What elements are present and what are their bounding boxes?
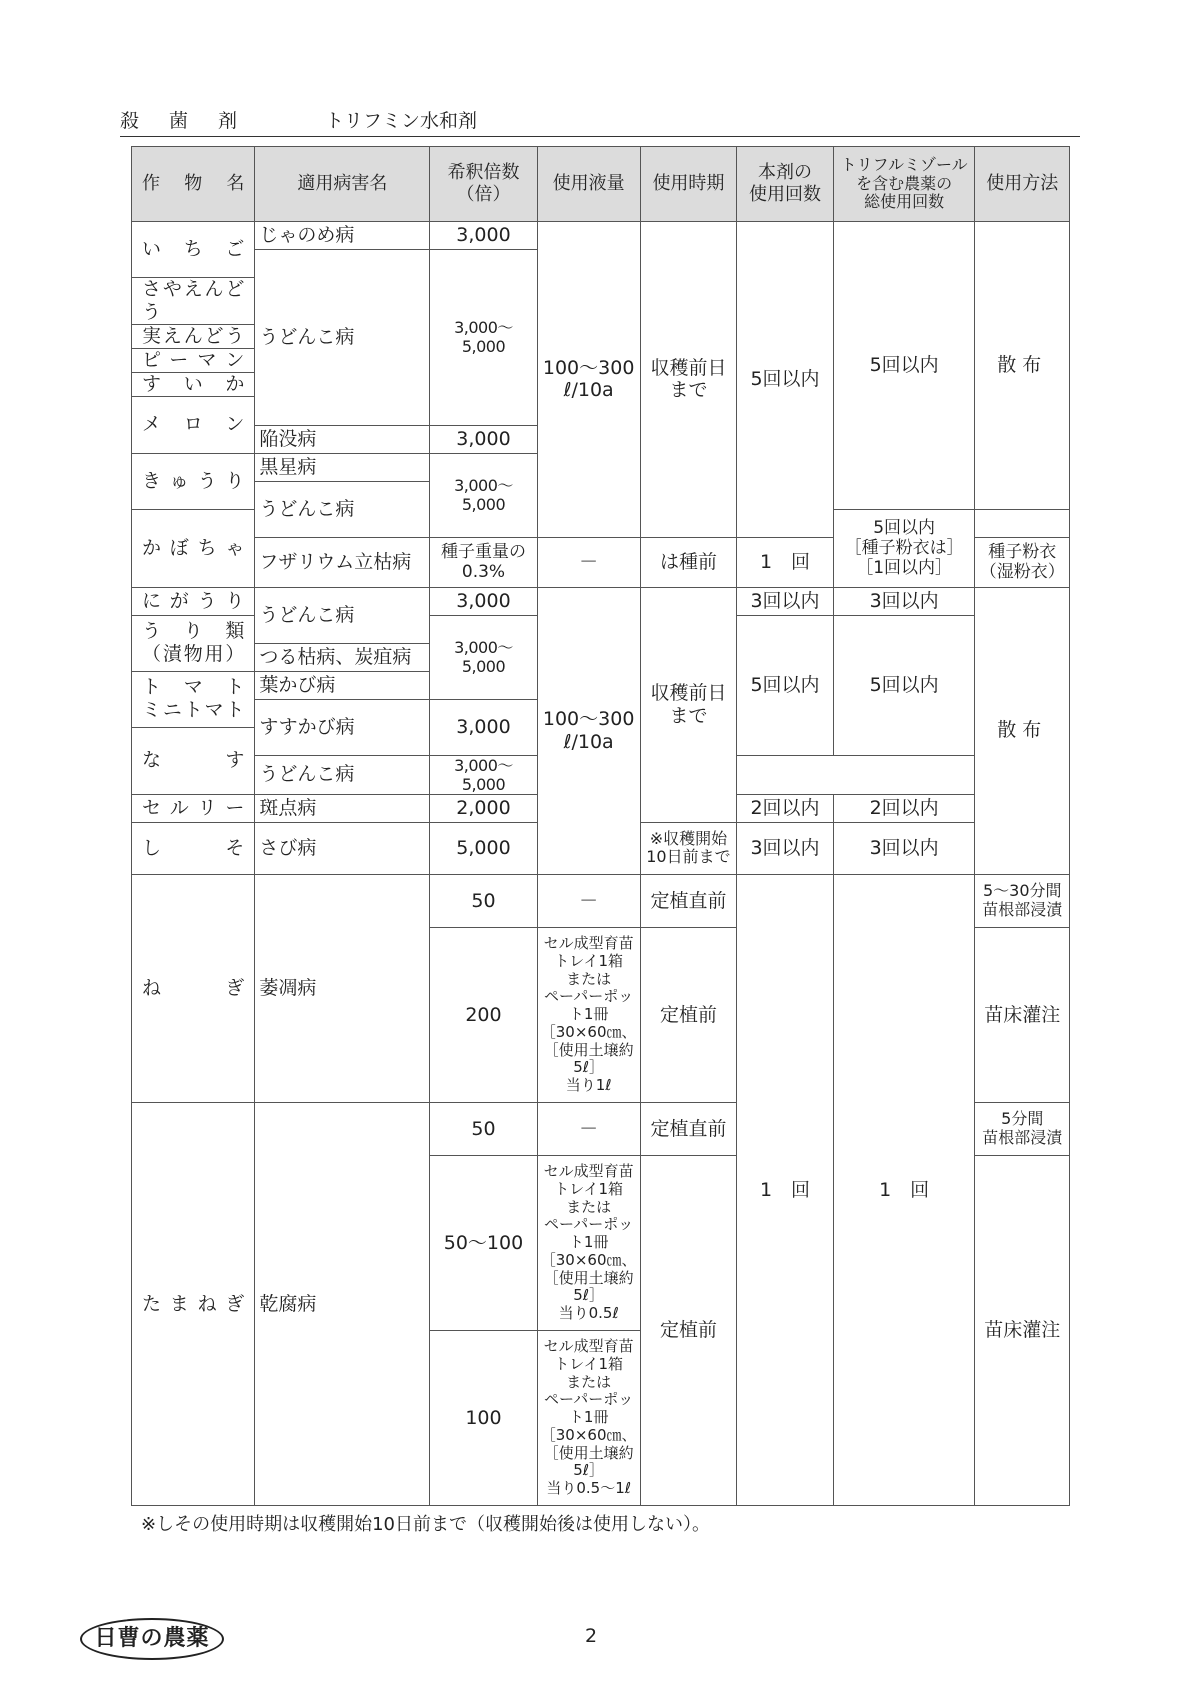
timing-cell: 定植前 bbox=[640, 1155, 737, 1505]
disease-cell: さび病 bbox=[255, 822, 430, 874]
dilution-cell: 3,000～5,000 bbox=[430, 453, 537, 537]
dilution-cell: 100 bbox=[430, 1330, 537, 1505]
timing-cell: 定植直前 bbox=[640, 874, 737, 927]
count-cell: 5回以内 bbox=[737, 222, 834, 538]
dilution-cell: 50 bbox=[430, 1102, 537, 1155]
disease-cell: 乾腐病 bbox=[255, 1102, 430, 1505]
disease-cell: 萎凋病 bbox=[255, 874, 430, 1102]
method-cell: 種子粉衣 （湿粉衣） bbox=[975, 537, 1070, 587]
crop-cell: セルリー bbox=[132, 794, 255, 822]
crop-cell: にがうり bbox=[132, 587, 255, 615]
crop-cell: さやえんどう bbox=[132, 278, 255, 325]
dilution-cell: 200 bbox=[430, 927, 537, 1102]
disease-cell: フザリウム立枯病 bbox=[255, 537, 430, 587]
volume-cell: － bbox=[537, 874, 640, 927]
method-cell: 散布 bbox=[975, 587, 1070, 874]
crop-cell: 実えんどう bbox=[132, 324, 255, 348]
crop-cell: ねぎ bbox=[132, 874, 255, 1102]
disease-cell: うどんこ病 bbox=[255, 755, 430, 794]
disease-cell: じゃのめ病 bbox=[255, 222, 430, 250]
timing-cell: は種前 bbox=[640, 537, 737, 587]
table-header-row bbox=[132, 147, 1070, 222]
count-cell: 3回以内 bbox=[737, 587, 834, 615]
page-number: 2 bbox=[585, 1625, 598, 1647]
disease-cell: うどんこ病 bbox=[255, 481, 430, 537]
timing-cell: ※収穫開始 10日前まで bbox=[640, 822, 737, 874]
volume-cell: － bbox=[537, 1102, 640, 1155]
header-volume: 使用液量 bbox=[537, 147, 640, 222]
disease-cell: 斑点病 bbox=[255, 794, 430, 822]
count-cell: 3回以内 bbox=[737, 822, 834, 874]
total-count-cell: 3回以内 bbox=[833, 587, 975, 615]
volume-cell: セル成型育苗 トレイ1箱 または ペーパーポット1冊 ［30×60㎝、 ［使用土壌約5ℓ］ 当り0.5ℓ bbox=[537, 1155, 640, 1330]
dilution-cell: 3,000～5,000 bbox=[430, 615, 537, 699]
crop-cell: すいか bbox=[132, 372, 255, 396]
total-count-cell: 3回以内 bbox=[833, 822, 975, 874]
dilution-cell: 50～100 bbox=[430, 1155, 537, 1330]
volume-cell: セル成型育苗 トレイ1箱 または ペーパーポット1冊 ［30×60㎝、 ［使用土壌約5ℓ］ 当り0.5～1ℓ bbox=[537, 1330, 640, 1505]
crop-cell: しそ bbox=[132, 822, 255, 874]
crop-cell: いちご bbox=[132, 222, 255, 278]
timing-cell: 定植直前 bbox=[640, 1102, 737, 1155]
volume-cell: － bbox=[537, 537, 640, 587]
volume-cell: 100～300 ℓ/10a bbox=[537, 587, 640, 874]
dilution-cell: 5,000 bbox=[430, 822, 537, 874]
disease-cell: つる枯病、炭疽病 bbox=[255, 643, 430, 671]
crop-cell: ピーマン bbox=[132, 348, 255, 372]
disease-cell: すすかび病 bbox=[255, 699, 430, 755]
disease-cell: うどんこ病 bbox=[255, 250, 430, 426]
crop-cell: うり類 （漬物用） bbox=[132, 615, 255, 671]
dilution-cell: 2,000 bbox=[430, 794, 537, 822]
total-count-cell: 5回以内 ［種子粉衣は］ ［1回以内］ bbox=[833, 509, 975, 587]
header-crop: 作物名 bbox=[132, 147, 255, 222]
table-row bbox=[132, 587, 1070, 615]
table-row bbox=[132, 874, 1070, 927]
timing-cell: 収穫前日 まで bbox=[640, 222, 737, 538]
crop-cell: たまねぎ bbox=[132, 1102, 255, 1505]
total-count-cell: 5回以内 bbox=[833, 615, 975, 755]
count-cell: 1 回 bbox=[737, 874, 834, 1505]
dilution-cell: 50 bbox=[430, 874, 537, 927]
count-cell: 5回以内 bbox=[737, 615, 834, 755]
disease-cell: うどんこ病 bbox=[255, 587, 430, 643]
header-timing: 使用時期 bbox=[640, 147, 737, 222]
header-disease: 適用病害名 bbox=[255, 147, 430, 222]
usage-table bbox=[131, 146, 1070, 1506]
timing-cell: 定植前 bbox=[640, 927, 737, 1102]
header-dilution: 希釈倍数 （倍） bbox=[430, 147, 537, 222]
method-cell bbox=[975, 509, 1070, 537]
total-count-cell: 1 回 bbox=[833, 874, 975, 1505]
dilution-cell: 3,000～5,000 bbox=[430, 755, 537, 794]
count-cell: 2回以内 bbox=[737, 794, 834, 822]
footnote: ※しその使用時期は収穫開始10日前まで（収穫開始後は使用しない）。 bbox=[141, 1514, 710, 1535]
crop-cell: トマト ミニトマト bbox=[132, 671, 255, 727]
dilution-cell: 3,000 bbox=[430, 425, 537, 453]
method-cell: 苗床灌注 bbox=[975, 927, 1070, 1102]
dilution-cell: 3,000 bbox=[430, 699, 537, 755]
page-header bbox=[120, 104, 1080, 137]
crop-cell: なす bbox=[132, 727, 255, 794]
header-count: 本剤の 使用回数 bbox=[737, 147, 834, 222]
product-name: トリフミン水和剤 bbox=[325, 110, 478, 132]
header-method: 使用方法 bbox=[975, 147, 1070, 222]
dilution-cell: 3,000 bbox=[430, 587, 537, 615]
method-cell: 5～30分間 苗根部浸漬 bbox=[975, 874, 1070, 927]
crop-cell: かぼちゃ bbox=[132, 509, 255, 587]
volume-cell: 100～300 ℓ/10a bbox=[537, 222, 640, 538]
method-cell: 5分間 苗根部浸漬 bbox=[975, 1102, 1070, 1155]
category-label: 殺菌剤 bbox=[120, 110, 268, 132]
dilution-cell: 3,000～5,000 bbox=[430, 250, 537, 426]
table-row bbox=[132, 222, 1070, 250]
disease-cell: 陥没病 bbox=[255, 425, 430, 453]
volume-cell: セル成型育苗 トレイ1箱 または ペーパーポット1冊 ［30×60㎝、 ［使用土壌約5ℓ］ 当り1ℓ bbox=[537, 927, 640, 1102]
disease-cell: 黒星病 bbox=[255, 453, 430, 481]
method-cell: 散布 bbox=[975, 222, 1070, 510]
header-total-count: トリフルミゾール を含む農薬の 総使用回数 bbox=[833, 147, 975, 222]
timing-cell: 収穫前日 まで bbox=[640, 587, 737, 822]
crop-cell: メロン bbox=[132, 396, 255, 453]
method-cell: 苗床灌注 bbox=[975, 1155, 1070, 1505]
count-cell: 1 回 bbox=[737, 537, 834, 587]
total-count-cell: 5回以内 bbox=[833, 222, 975, 510]
disease-cell: 葉かび病 bbox=[255, 671, 430, 699]
crop-cell: きゅうり bbox=[132, 453, 255, 509]
logo: 日曹の農薬 bbox=[80, 1618, 224, 1660]
dilution-cell: 種子重量の 0.3% bbox=[430, 537, 537, 587]
total-count-cell: 2回以内 bbox=[833, 794, 975, 822]
dilution-cell: 3,000 bbox=[430, 222, 537, 250]
